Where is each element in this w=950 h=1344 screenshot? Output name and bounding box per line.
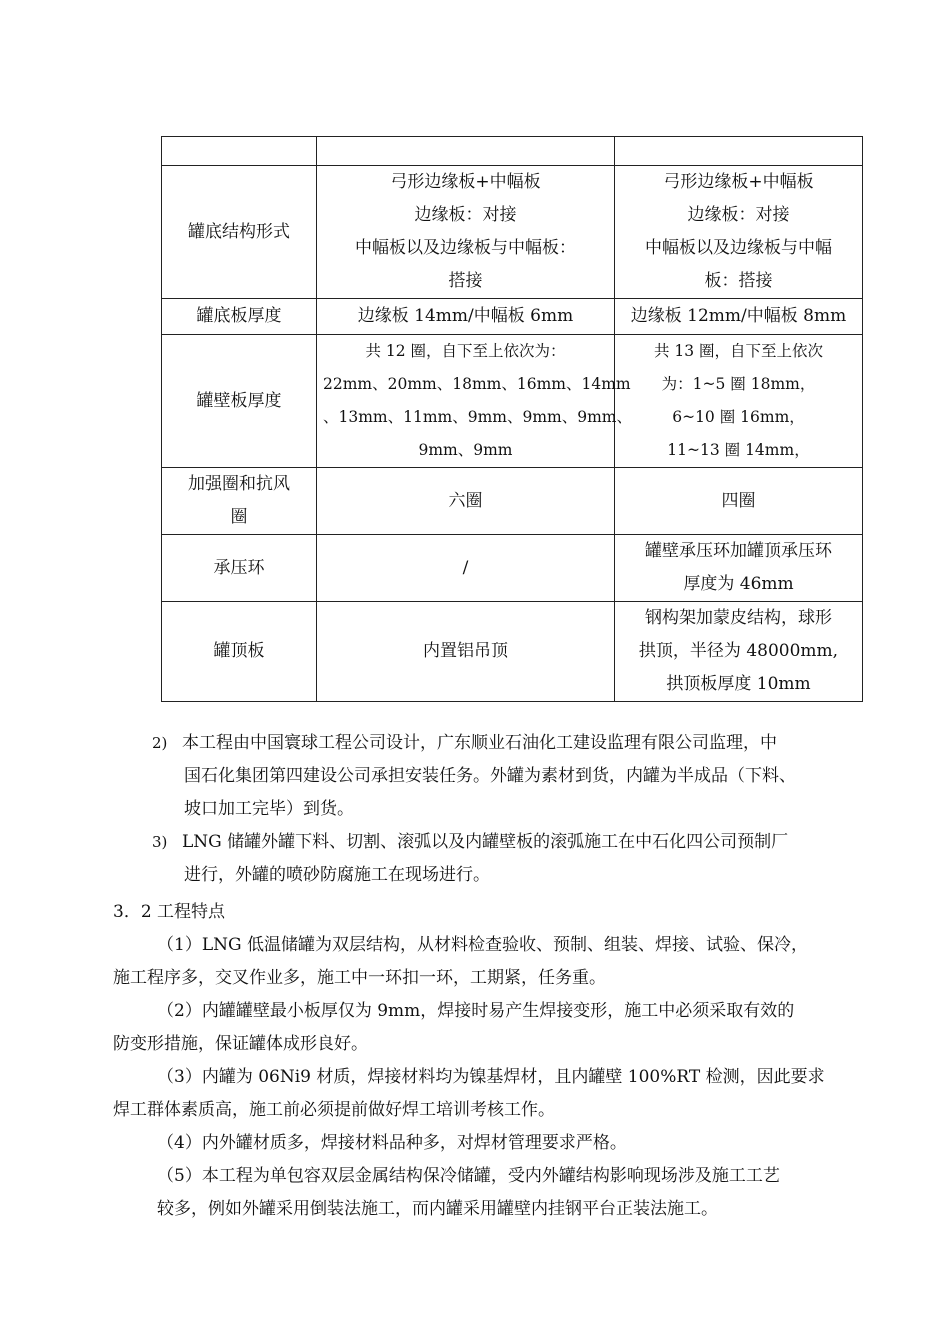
table-cell-col2 xyxy=(615,166,863,299)
table-row xyxy=(162,468,863,535)
cell-line: 中幅板以及边缘板与中幅板： xyxy=(355,238,576,258)
paragraph-line: 较多，例如外罐采用倒装法施工，而内罐采用罐壁内挂钢平台正装法施工。 xyxy=(157,1199,718,1219)
cell-line: 六圈 xyxy=(448,490,483,511)
cell-line: 罐壁承压环加罐顶承压环 xyxy=(645,541,832,561)
paragraph-line: 防变形措施，保证罐体成形良好。 xyxy=(113,1034,368,1054)
table-cell-label xyxy=(162,602,317,702)
list-item-line: 进行，外罐的喷砂防腐施工在现场进行。 xyxy=(184,865,490,885)
paragraph-line: （3）内罐为 06Ni9 材质，焊接材料均为镍基焊材，且内罐壁 100%RT 检测，因此要求 xyxy=(157,1067,825,1087)
numbered-list xyxy=(152,727,864,892)
cell-line: 拱顶板厚度 10mm xyxy=(666,674,811,694)
cell-line: 罐壁板厚度 xyxy=(196,390,282,411)
table-row xyxy=(162,166,863,299)
table-cell-col1 xyxy=(317,335,633,468)
table-cell-label xyxy=(162,535,317,602)
table-cell-label xyxy=(162,468,317,535)
cell-line: 中幅板以及边缘板与中幅 xyxy=(645,238,832,258)
cell-line: 边缘板 14mm/中幅板 6mm xyxy=(357,306,574,326)
cell-line: 22mm、20mm、18mm、16mm、14mm xyxy=(323,375,631,393)
table-cell-col1 xyxy=(317,137,615,166)
table-cell-col1 xyxy=(317,299,615,335)
cell-line: 边缘板：对接 xyxy=(687,205,790,225)
cell-line: 边缘板 12mm/中幅板 8mm xyxy=(630,306,847,326)
table-cell-col1 xyxy=(317,166,615,299)
cell-line: 四圈 xyxy=(721,490,756,511)
table-row xyxy=(162,299,863,335)
table-row xyxy=(162,335,863,468)
list-item-line: 本工程由中国寰球工程公司设计，广东顺业石油化工建设监理有限公司监理，中 xyxy=(182,733,777,753)
paragraph xyxy=(113,1160,873,1226)
table-row xyxy=(162,602,863,702)
paragraph-line: 焊工群体素质高，施工前必须提前做好焊工培训考核工作。 xyxy=(113,1100,555,1120)
cell-line: 搭接 xyxy=(448,271,483,291)
cell-line: 承压环 xyxy=(213,557,265,578)
paragraph-line: （2）内罐罐壁最小板厚仅为 9mm，焊接时易产生焊接变形，施工中必须采取有效的 xyxy=(157,1001,795,1021)
paragraph xyxy=(113,1061,873,1127)
paragraph-line: 施工程序多，交叉作业多，施工中一环扣一环，工期紧，任务重。 xyxy=(113,968,606,988)
section-heading: 3．2 工程特点 xyxy=(113,902,226,922)
cell-line: 罐顶板 xyxy=(213,641,265,661)
table-cell-label xyxy=(162,299,317,335)
table-cell-col1 xyxy=(317,602,615,702)
cell-line: 拱顶，半径为 48000mm, xyxy=(638,641,839,661)
table-cell-col2 xyxy=(615,137,863,166)
list-item-line: 国石化集团第四建设公司承担安装任务。外罐为素材到货，内罐为半成品（下料、 xyxy=(184,766,796,786)
paragraph-line: （4）内外罐材质多，焊接材料品种多，对焊材管理要求严格。 xyxy=(157,1133,627,1153)
table-cell-col2 xyxy=(615,299,863,335)
list-item-line: LNG 储罐外罐下料、切割、滚弧以及内罐壁板的滚弧施工在中石化四公司预制厂 xyxy=(182,832,789,852)
cell-line: 、13mm、11mm、9mm、9mm、9mm、 xyxy=(323,408,633,426)
cell-line: 为：1~5 圈 18mm， xyxy=(661,375,816,393)
paragraph xyxy=(113,1127,873,1160)
cell-line: 板：搭接 xyxy=(704,271,773,291)
cell-line: 圈 xyxy=(230,507,248,527)
cell-line: 罐底板厚度 xyxy=(196,306,282,326)
list-item-line: 坡口加工完毕）到货。 xyxy=(184,799,354,819)
table-cell-col2 xyxy=(615,468,863,535)
table-cell-col1 xyxy=(317,535,615,602)
features-section xyxy=(113,896,873,1226)
list-item-number: 3) xyxy=(152,833,168,851)
paragraph xyxy=(113,995,873,1061)
cell-line: 9mm、9mm xyxy=(418,441,513,459)
paragraph-line: （1）LNG 低温储罐为双层结构，从材料检查验收、预制、组装、焊接、试验、保冷， xyxy=(157,935,808,955)
table-row xyxy=(162,137,863,166)
cell-line: 厚度为 46mm xyxy=(683,574,794,594)
cell-line: 内置铝吊顶 xyxy=(423,641,508,661)
cell-line: 弓形边缘板+中幅板 xyxy=(663,172,814,192)
cell-line: 共 12 圈，自下至上依次为： xyxy=(365,342,566,360)
table-cell-label xyxy=(162,166,317,299)
cell-line: 共 13 圈，自下至上依次 xyxy=(653,342,824,360)
cell-line: / xyxy=(462,557,469,578)
cell-line: 6~10 圈 16mm， xyxy=(672,408,805,426)
cell-line: 弓形边缘板+中幅板 xyxy=(390,172,541,192)
spec-table xyxy=(161,136,863,702)
table-cell-col2 xyxy=(615,602,863,702)
cell-line: 11~13 圈 14mm， xyxy=(667,441,810,459)
list-item xyxy=(152,826,864,892)
paragraph xyxy=(113,929,873,995)
table-cell-label xyxy=(162,137,317,166)
paragraph-line: （5）本工程为单包容双层金属结构保冷储罐，受内外罐结构影响现场涉及施工工艺 xyxy=(157,1166,780,1186)
list-item xyxy=(152,727,864,826)
cell-line: 钢构架加蒙皮结构，球形 xyxy=(645,608,832,628)
list-item-number: 2) xyxy=(152,734,168,752)
cell-line: 罐底结构形式 xyxy=(188,221,290,242)
table-cell-col2 xyxy=(615,335,863,468)
table-row xyxy=(162,535,863,602)
cell-line: 加强圈和抗风 xyxy=(188,474,290,494)
table-cell-label xyxy=(162,335,317,468)
table-cell-col2 xyxy=(615,535,863,602)
table-cell-col1 xyxy=(317,468,615,535)
cell-line: 边缘板：对接 xyxy=(414,205,517,225)
